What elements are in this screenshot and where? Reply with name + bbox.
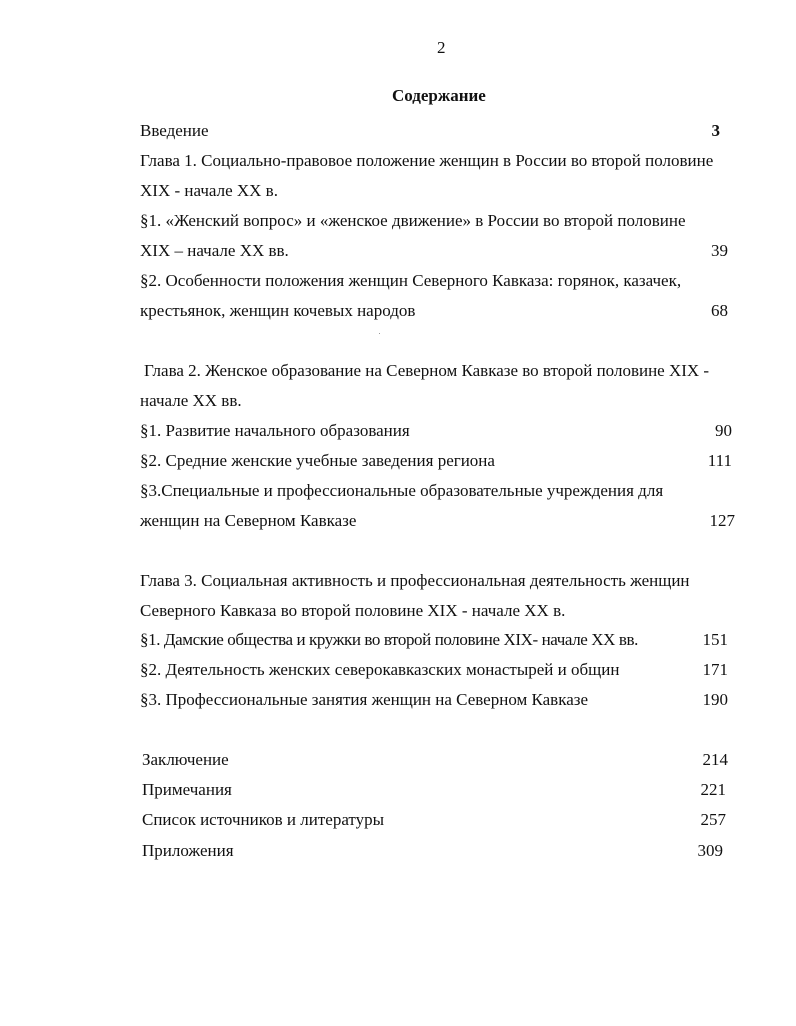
chapter2-title-line2: начале XX вв. xyxy=(140,391,242,410)
chapter3-title-line2: Северного Кавказа во второй половине XIX - начале XX в. xyxy=(140,601,566,620)
chapter3-section1: §1. Дамские общества и кружки во второй половине XIX- начале XX вв. xyxy=(140,630,639,649)
intro-label: Введение xyxy=(140,121,209,140)
appendices-page: 309 xyxy=(697,841,723,860)
chapter2-title-line1: Глава 2. Женское образование на Северном Кавказе во второй половине XIX - xyxy=(144,361,710,380)
chapter1-section2-line2: крестьянок, женщин кочевых народов xyxy=(140,301,416,320)
bibliography-label: Список источников и литературы xyxy=(142,810,385,829)
chapter1-title-line2: XIX - начале XX в. xyxy=(140,181,278,200)
chapter1-section1-page: 39 xyxy=(711,241,728,260)
chapter3-section2-page: 171 xyxy=(702,660,728,679)
bibliography-page: 257 xyxy=(700,810,726,829)
chapter2-section2: §2. Средние женские учебные заведения региона xyxy=(140,451,495,470)
intro-page: 3 xyxy=(711,121,720,140)
appendices-label: Приложения xyxy=(142,841,234,860)
chapter1-section1-line1: §1. «Женский вопрос» и «женское движение» в России во второй половине xyxy=(140,211,686,230)
chapter2-section3-line2: женщин на Северном Кавказе xyxy=(140,511,357,530)
conclusion-page: 214 xyxy=(702,750,728,769)
chapter2-section1: §1. Развитие начального образования xyxy=(140,421,410,440)
chapter1-section2-line1: §2. Особенности положения женщин Северного Кавказа: горянок, казачек, xyxy=(140,271,682,290)
chapter1-title-line1: Глава 1. Социально-правовое положение женщин в России во второй половине xyxy=(140,151,714,170)
chapter2-section1-page: 90 xyxy=(715,421,732,440)
page-number: 2 xyxy=(437,38,446,57)
conclusion-label: Заключение xyxy=(142,750,229,769)
chapter2-section3-line1: §3.Специальные и профессиональные образовательные учреждения для xyxy=(140,481,664,500)
chapter2-section2-page: 111 xyxy=(707,451,732,470)
chapter3-section3-page: 190 xyxy=(702,690,728,709)
chapter3-section1-page: 151 xyxy=(702,630,728,649)
chapter3-title-line1: Глава 3. Социальная активность и профессиональная деятельность женщин xyxy=(140,571,690,590)
stray-mark xyxy=(379,333,380,334)
toc-title: Содержание xyxy=(392,86,486,105)
chapter2-section3-page: 127 xyxy=(709,511,735,530)
chapter1-section1-line2: XIX – начале XX вв. xyxy=(140,241,289,260)
chapter3-section3: §3. Профессиональные занятия женщин на Северном Кавказе xyxy=(140,690,589,709)
notes-label: Примечания xyxy=(142,780,232,799)
chapter3-section2: §2. Деятельность женских северокавказских монастырей и общин xyxy=(140,660,620,679)
notes-page: 221 xyxy=(700,780,726,799)
chapter1-section2-page: 68 xyxy=(711,301,728,320)
